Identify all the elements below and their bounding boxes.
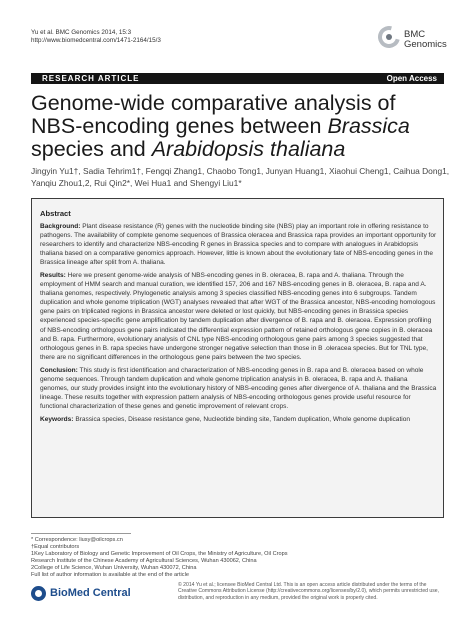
- results-text: Here we present genome-wide analysis of NBS-encoding genes in B. oleracea, B. rapa and A. thaliana. Through the employment of HMM search and manual curation, we identified 157, 206 and 167 NBS-encoding genes in B. oleracea, B. rapa and A. thaliana genomes, respectively. Phylogenetic analysis among 3 species classified NBS-encoding genes into 6 subgroups. Tandem duplication and whole genome triplication (WGT) analyses revealed that after WGT of the Brassica ancestor, NBS-encoding homologous gene pairs on triplicated regions in Brassica ancestor were deleted or lost quickly, but NBS-encoding genes in Brassica species experienced species-specific gene amplification by tandem duplication after divergence of B. rapa and B. oleracea. Expression profiling of NBS-encoding orthologous gene pairs indicated the differential expression pattern of retained orthologous gene copies in B. oleracea and B. rapa. Furthermore, evolutionary analysis of CNL type NBS-encoding orthologous gene pairs among 3 species suggested that orthologous genes in B. rapa species have undergone stronger negative selection than those in B .oleracea species. But for TNL type, there are no significant differences in the orthologous gene pairs between the two species.: [40, 272, 436, 361]
- conclusion-text: This study is first identification and characterization of NBS-encoding genes in B. rapa and B. oleracea based on whole genome sequences. Through tandem duplication and whole genome triplication analysis in B. oleracea, B. rapa and A. thaliana genomes, our study provides insight into the evolutionary history of NBS-encoding genes after divergence of A. thaliana and the Brassica lineage. These results together with expression pattern analysis of NBS-encoding orthologous genes provide useful resource for functional characterization of these genes and genetic improvement of relevant crops.: [40, 366, 437, 410]
- title-italic2: Arabidopsis thaliana: [151, 137, 346, 161]
- abstract-background: [40, 222, 437, 267]
- author-list: Jingyin Yu1†, Sadia Tehrim1†, Fengqi Zhang1, Chaobo Tong1, Junyan Huang1, Xiaohui Cheng1, Caihua Dong1, Yanqiu Zhou1,2, Rui Qin2*, Wei Hua1 and Shengyi Liu1*: [31, 166, 450, 188]
- journal-logo-text: [404, 30, 447, 50]
- footnotes: [31, 537, 291, 578]
- biomed-central-logo: [31, 585, 171, 603]
- logo-line1: BMC: [404, 29, 426, 40]
- citation-line: Yu et al. BMC Genomics 2014, 15:3: [31, 29, 132, 36]
- title-part2: species and: [31, 137, 152, 161]
- abstract-conclusion: [40, 366, 437, 411]
- keywords-label: Keywords:: [40, 415, 74, 423]
- biomed-central-icon: [31, 586, 46, 601]
- citation-block: [31, 29, 161, 45]
- logo-line2: Genomics: [404, 39, 447, 50]
- conclusion-label: Conclusion:: [40, 366, 78, 374]
- logo-dot: [386, 34, 392, 40]
- title-italic1: Brassica: [327, 114, 410, 138]
- article-type-label: RESEARCH ARTICLE: [42, 74, 140, 83]
- citation-url[interactable]: http://www.biomedcentral.com/1471-2164/15/3: [31, 37, 161, 44]
- article-type-banner: [31, 73, 444, 84]
- abstract-box: [31, 198, 444, 518]
- abstract-keywords: [40, 415, 437, 424]
- license-text: © 2014 Yu et al.; licensee BioMed Central Ltd. This is an open access article distributed under the terms of the Creative Commons Attribution License (http://creativecommons.org/licenses/by/2.0), which permits unrestricted use, distribution, and reproduction in any medium, provided the original work is properly cited.: [178, 582, 440, 601]
- open-access-label: Open Access: [386, 74, 437, 83]
- abstract-body: [40, 222, 437, 428]
- abstract-results: [40, 271, 437, 361]
- affiliation-1: 1Key Laboratory of Biology and Genetic Improvement of Oil Crops, the Ministry of Agriculture, Oil Crops Research Institute of the Chinese Academy of Agricultural Sciences, Wuhan 430062, China: [31, 550, 288, 564]
- keywords-text: Brassica species, Disease resistance gene, Nucleotide binding site, Tandem duplication, Whole genome duplication: [75, 415, 411, 423]
- background-label: Background:: [40, 223, 81, 230]
- footnote-divider: [31, 533, 131, 534]
- journal-logo: [378, 26, 448, 60]
- correspondence[interactable]: * Correspondence: liusy@oilcrops.cn: [31, 537, 123, 543]
- paper-title: [31, 92, 451, 161]
- biomed-central-text: BioMed Central: [50, 587, 131, 599]
- abstract-heading: Abstract: [40, 209, 71, 218]
- results-label: Results:: [40, 272, 66, 280]
- title-part1: Genome-wide comparative analysis of NBS-encoding genes between: [31, 91, 396, 138]
- equal-contributors: †Equal contributors: [31, 543, 80, 550]
- background-text: Plant disease resistance (R) genes with the nucleotide binding site (NBS) play an important role in offering resistance to pathogens. The availability of complete genome sequences of Brassica oleracea and Brassica rapa provides an important opportunity for researchers to identify and characterize NBS-encoding R genes in Brassica species and to compare with analogues in Arabidopsis thaliana based on a comparative genomics approach. However, little is known about the evolutionary fate of NBS-encoding genes in the Brassica lineage after split from A. thaliana.: [40, 223, 437, 267]
- affiliation-2: 2College of Life Science, Wuhan University, Wuhan 430072, China: [31, 564, 197, 571]
- full-author-info-note: Full list of author information is available at the end of the article: [31, 571, 189, 578]
